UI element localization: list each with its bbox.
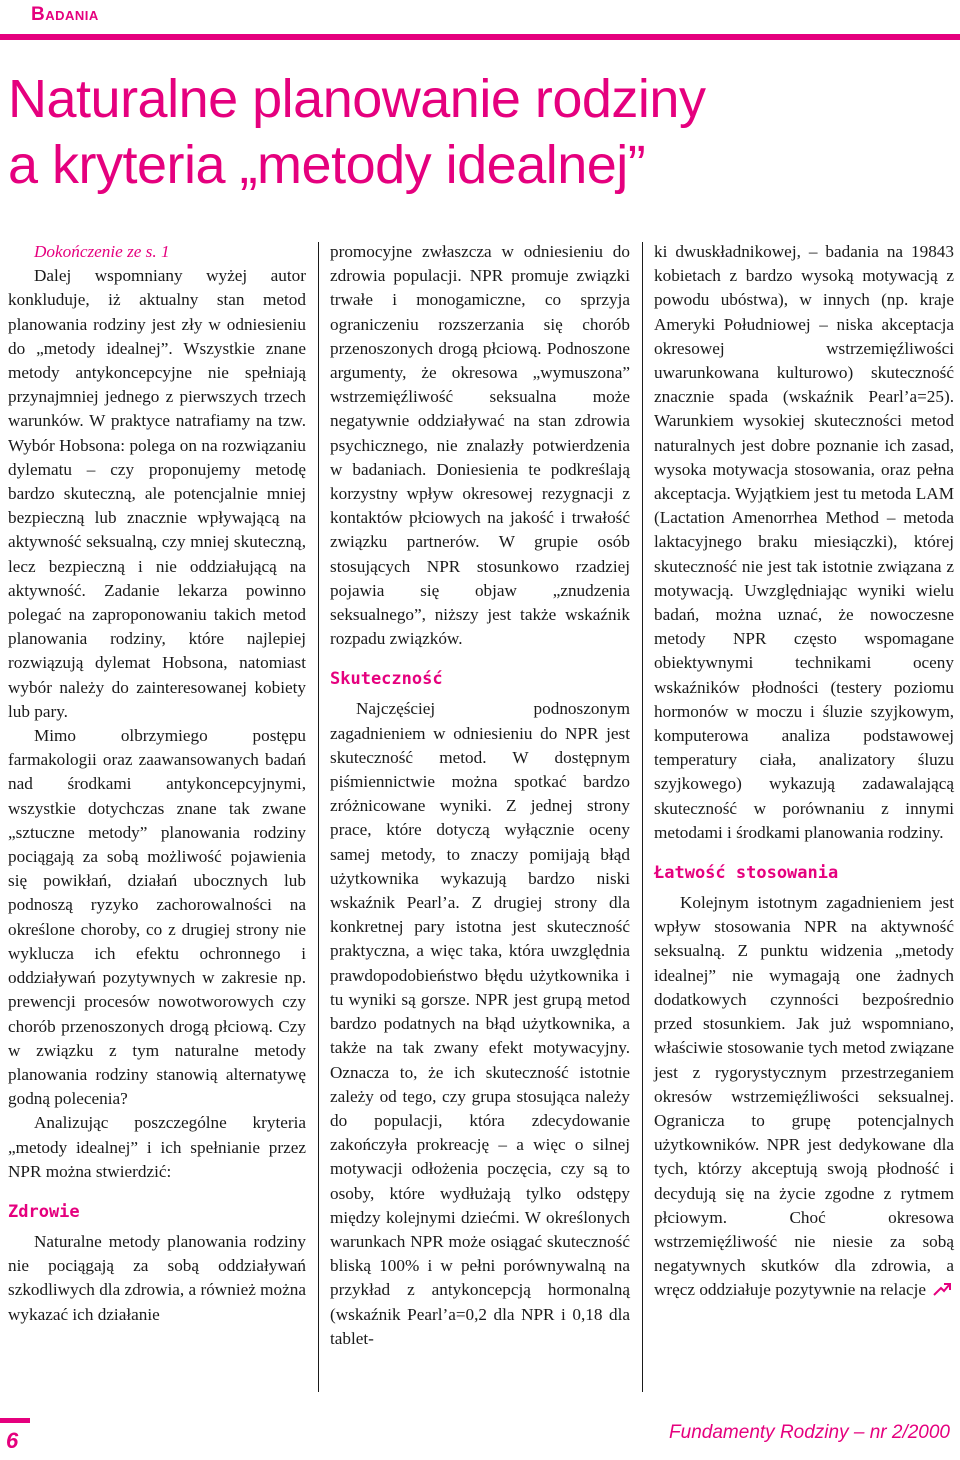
paragraph: Naturalne metody planowania rodziny nie pociągają za sobą oddziaływań szkodliwych dla zdrowia, a również można wykazać ich działanie [8,1231,306,1324]
column-1 [8,240,306,1327]
paragraph-last [654,891,954,1302]
column-divider [642,242,643,1392]
page-number-bar [0,1418,30,1423]
column-2 [330,240,630,1351]
subheading-zdrowie: Zdrowie [8,1201,80,1222]
section-tag: Badania [31,4,99,25]
paragraph: promocyjne zwłaszcza w odniesieniu do zdrowia populacji. NPR promuje związki trwałe i monogamiczne, co sprzyja ograniczeniu rozszerzania się chorób przenoszonych drogą płciową. Podnoszone argumenty, że okresowa „wymuszona” wstrzemięźliwość seksualna może negatywnie oddziaływać na stan zdrowia psychicznego, nie znalazły potwierdzenia w badaniach. Doniesienia te podkreślają korzystny wpływ okresowej rezygnacji z kontaktów płciowych na jakość i trwałość związku partnerów. W grupie osób stosujących NPR stosunkowo rzadziej pojawia się objaw „znudzenia seksualnego”, niższy jest także wskaźnik rozpadu związków. [330,242,630,649]
paragraph: Mimo olbrzymiego postępu farmakologii oraz zaawansowanych badań nad środkami antykoncepcyjnymi, wszystkie dotychczas znane tak zwane „sztuczne metody” planowania rodziny pociągają za sobą możliwość pojawienia się powikłań, działań ubocznych lub podnoszą ryzyko zachorowalności na określone choroby, co z drugiej strony nie wyklucza ich efektu ochronnego i oddziaływań pozytywnych w zakresie np. prewencji procesów nowotworowych czy chorób przenoszonych drogą płciową. Czy w związku z tym naturalne metody planowania rodziny stanowią alternatywę godną polecenia? [8,726,306,1109]
paragraph: ki dwuskładnikowej, – badania na 19843 kobietach z bardzo wysoką motywacją z powodu ubóstwa), w innych (np. kraje Ameryki Południowej – niska akceptacja okresowej wstrzemięźliwości uwarunkowana kulturowo) skuteczność znacznie spada (wskaźnik Pearl’a=25). Warunkiem wysokiej skuteczności metod naturalnych jest dobre poznanie ich zasad, wysoka motywacja stosowania, oraz pełna akceptacja. Wyjątkiem jest tu metoda LAM (Lactation Amenorrhea Method – metoda laktacyjnego braku miesiączki), której skuteczność nie jest tak istotnie związana z motywacją. Uwzględniając wyniki wielu badań, można uznać, że nowoczesne metody NPR często wspomagane obiektywnymi technikami oceny wskaźników płodności (testery poziomu hormonów w moczu i śluzie szyjkowym, komputerowa analiza podstawowej temperatury ciała, analizatory śluzu szyjkowego) wykazują zadawalającą skuteczność w porównaniu z innymi metodami i środkami planowania rodziny. [654,242,954,842]
paragraph: Analizując poszczególne kryteria „metody idealnej” i ich spełnianie przez NPR można stwierdzić: [8,1113,306,1181]
title-line-1: Naturalne planowanie rodziny [8,69,706,129]
journal-footer: Fundamenty Rodziny – nr 2/2000 [669,1422,950,1443]
page-number: 6 [6,1428,19,1453]
paragraph-text: Kolejnym istotnym zagadnieniem jest wpływ stosowania NPR na aktywność seksualną. Z punktu widzenia „metody idealnej” nie wymagają one żadnych dodatkowych czynności bezpośrednio przed stosunkiem. Jak już wspomniano, właściwie stosowanie tych metod związane jest z rygorystycznym przestrzeganiem okresów wstrzemięźliwości seksualnej. Ogranicza to grupę potencjalnych użytkowników. NPR jest dedykowane dla tych, którzy akceptują swoją płodność i decydują się na życie zgodne z rytmem płciowym. Choć okresowa wstrzemięźliwość nie niesie za sobą negatywnych skutków dla zdrowia, a wręcz oddziałuje pozytywnie na relacje [654,893,954,1300]
article-title [8,66,705,198]
column-divider [318,242,319,1392]
continuation-note: Dokończenie ze s. 1 [34,242,170,261]
subheading-latwosc: Łatwość stosowania [654,863,839,884]
paragraph: Najczęściej podnoszonym zagadnieniem w odniesieniu do NPR jest skuteczność metod. W dostępnym piśmiennictwie można spotkać bardzo zróżnicowane wyniki. Z jednej strony prace, które dotyczą wyłącznie oceny samej metody, to znaczy pomijają błąd użytkownika wykazują bardzo niski wskaźnik Pearl’a. Z drugiej strony dla konkretnej pary istotna jest skuteczność praktyczna, a więc taka, która uwzględnia prawdopodobieństwo błędu użytkownika i tu wyniki są gorsze. NPR jest grupą metod bardzo podatnych na błąd użytkownika, a także na tak zwany efekt motywacyjny. Oznacza to, że ich skuteczność istotnie zależy od tego, czy grupa stosująca należy do populacji, która zdecydowanie zakończyła prokreację – a więc o silnej motywacji odłożenia poczęcia, czy są to osoby, które wydłużają tylko odstępy między kolejnymi dziećmi. W określonych warunkach NPR może osiągać skuteczność bliską 100% i w pełni porównywalną na przykład z antykoncepcją hormonalną (wskaźnik Pearl’a=0,2 dla NPR i 0,18 dla tablet- [330,699,630,1348]
column-3 [654,240,954,1303]
title-line-2: a kryteria „metody idealnej” [8,135,646,195]
paragraph: Dalej wspomniany wyżej autor konkluduje, iż aktualny stan metod planowania rodziny jest zły w odniesieniu do „metody idealnej”. Wszystkie znane metody antykoncepcyjne nie spełniają przynajmniej jednego z pierwszych trzech warunków. W praktyce natrafiamy na tzw. Wybór Hobsona: polega on na rozwiązaniu dylematu – czy proponujemy metodę bardzo skuteczną, ale potencjalnie mniej bezpieczną lub znacznie wpływającą na aktywność seksualną, czy mniej skuteczną, lecz bezpieczną i nie oddziałującą na aktywność. Zadanie lekarza powinno polegać na zaproponowaniu takich metod planowania rodziny, które najlepiej rozwiązują dylemat Hobsona, natomiast wybór należy do zainteresowanej kobiety lub pary. [8,266,306,721]
arrow-continue-icon [932,1281,952,1297]
subheading-skutecznosc: Skuteczność [330,669,443,690]
header-rule [0,34,960,40]
